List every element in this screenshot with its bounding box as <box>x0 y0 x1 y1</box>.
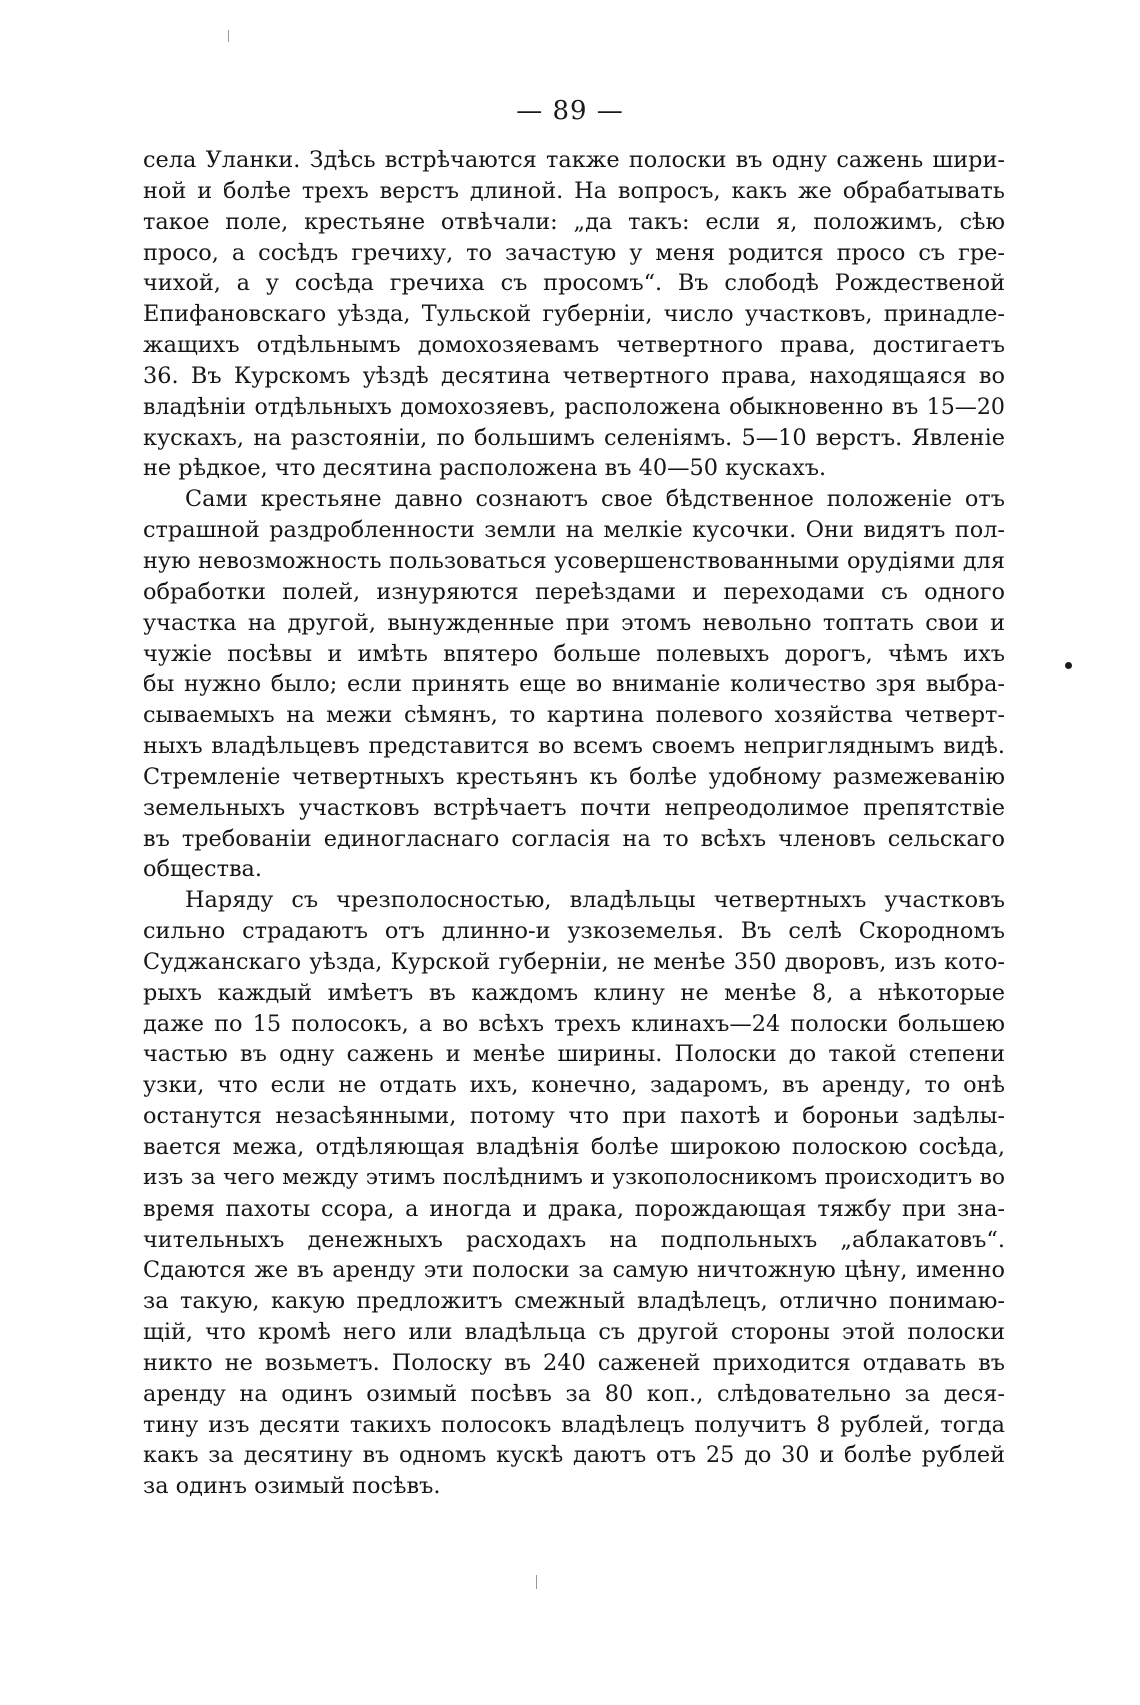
text-line: ную невозможность пользоваться усовершенствованными орудіями для <box>143 547 1005 574</box>
text-line: щій, что кромѣ него или владѣльца съ другой стороны этой полоски <box>143 1319 1005 1346</box>
text-line: Наряду съ чрезполосностью, владѣльцы четвертныхъ участковъ <box>185 887 1005 914</box>
text-line: Сдаются же въ аренду эти полоски за самую ничтожную цѣну, именно <box>143 1257 1005 1284</box>
text-line: Стремленіе четвертныхъ крестьянъ къ болѣе удобному размежеванію <box>143 763 1005 790</box>
text-line: рыхъ каждый имѣетъ въ каждомъ клину не менѣе 8, а нѣкоторые <box>143 979 1005 1006</box>
text-line: время пахоты ссора, а иногда и драка, порождающая тяжбу при зна- <box>143 1195 1005 1222</box>
text-line: вается межа, отдѣляющая владѣнія болѣе широкою полоскою сосѣда, <box>143 1134 1005 1160</box>
paragraph <box>143 885 1005 1502</box>
text-line: владѣніи отдѣльныхъ домохозяевъ, расположена обыкновенно въ 15—20 <box>143 393 1005 420</box>
text-line: аренду на одинъ озимый посѣвъ за 80 коп., слѣдовательно за деся- <box>143 1380 1005 1407</box>
paragraph <box>143 484 1005 885</box>
text-line: даже по 15 полосокъ, а во всѣхъ трехъ клинахъ—24 полоски большею <box>143 1010 1005 1037</box>
text-line: частью въ одну сажень и менѣе ширины. Полоски до такой степени <box>143 1041 1005 1068</box>
text-line: страшной раздробленности земли на мелкіе кусочки. Они видятъ пол- <box>143 517 1005 544</box>
text-line: села Уланки. Здѣсь встрѣчаются также полоски въ одну сажень шири- <box>143 147 1005 173</box>
text-line: узки, что если не отдать ихъ, конечно, задаромъ, въ аренду, то онѣ <box>143 1072 1005 1099</box>
text-line: ныхъ владѣльцевъ представится во всемъ своемъ непригляднымъ видѣ. <box>143 733 1005 760</box>
text-line: сываемыхъ на межи сѣмянъ, то картина полевого хозяйства четверт- <box>143 702 1005 729</box>
scan-artifact-mark <box>536 1575 537 1589</box>
text-line: ной и болѣе трехъ верстъ длиной. На вопросъ, какъ же обрабатывать <box>143 177 1005 204</box>
text-line: общества. <box>143 856 263 883</box>
text-line: сильно страдаютъ отъ длинно-и узкоземелья. Въ селѣ Скородномъ <box>143 918 1005 945</box>
body-text <box>143 145 1005 1502</box>
text-line: останутся незасѣянными, потому что при пахотѣ и бороньи задѣлы- <box>143 1103 1005 1130</box>
text-line: чихой, а у сосѣда гречиха съ просомъ“. Въ слободѣ Рождественой <box>143 270 1005 297</box>
text-line: жащихъ отдѣльнымъ домохозяевамъ четвертного права, достигаетъ <box>143 332 1005 359</box>
text-line: не рѣдкое, что десятина расположена въ 40—50 кускахъ. <box>143 455 827 482</box>
page-number: — 89 — <box>516 96 624 126</box>
text-line: изъ за чего между этимъ послѣднимъ и узкополосникомъ происходитъ во <box>143 1164 1005 1190</box>
text-line: за одинъ озимый посѣвъ. <box>143 1473 441 1500</box>
scan-artifact-mark <box>228 30 229 42</box>
text-line: Суджанскаго уѣзда, Курской губерніи, не менѣе 350 дворовъ, изъ кото- <box>143 948 1005 975</box>
text-line: участка на другой, вынужденные при этомъ невольно топтать свои и <box>143 609 1005 636</box>
text-line: въ требованіи единогласнаго согласія на то всѣхъ членовъ сельскаго <box>143 825 1005 852</box>
text-line: никто не возьметъ. Полоску въ 240 саженей приходится отдавать въ <box>143 1349 1005 1376</box>
text-line: просо, а сосѣдъ гречиху, то зачастую у меня родится просо съ гре- <box>143 239 1005 266</box>
text-line: земельныхъ участковъ встрѣчаетъ почти непреодолимое препятствіе <box>143 794 1005 821</box>
paragraph <box>143 145 1005 484</box>
text-line: кускахъ, на разстояніи, по большимъ селеніямъ. 5—10 верстъ. Явленіе <box>143 424 1005 451</box>
text-line: чужіе посѣвы и имѣть впятеро больше полевыхъ дорогъ, чѣмъ ихъ <box>143 640 1005 667</box>
margin-dot <box>1065 662 1072 669</box>
text-line: какъ за десятину въ одномъ кускѣ даютъ отъ 25 до 30 и болѣе рублей <box>143 1442 1005 1469</box>
text-line: 36. Въ Курскомъ уѣздѣ десятина четвертного права, находящаяся во <box>143 362 1005 389</box>
text-line: обработки полей, изнуряются переѣздами и переходами съ одного <box>143 578 1005 605</box>
text-line: чительныхъ денежныхъ расходахъ на подпольныхъ „аблакатовъ“. <box>143 1226 1005 1253</box>
text-line: Епифановскаго уѣзда, Тульской губерніи, число участковъ, принадле- <box>143 301 1005 328</box>
text-line: бы нужно было; если принять еще во вниманіе количество зря выбра- <box>143 671 1005 698</box>
text-line: за такую, какую предложитъ смежный владѣлецъ, отлично понимаю- <box>143 1288 1005 1315</box>
text-line: тину изъ десяти такихъ полосокъ владѣлецъ получитъ 8 рублей, тогда <box>143 1411 1005 1438</box>
text-line: такое поле, крестьяне отвѣчали: „да такъ: если я, положимъ, сѣю <box>143 208 1005 235</box>
text-line: Сами крестьяне давно сознаютъ свое бѣдственное положеніе отъ <box>185 486 1005 513</box>
